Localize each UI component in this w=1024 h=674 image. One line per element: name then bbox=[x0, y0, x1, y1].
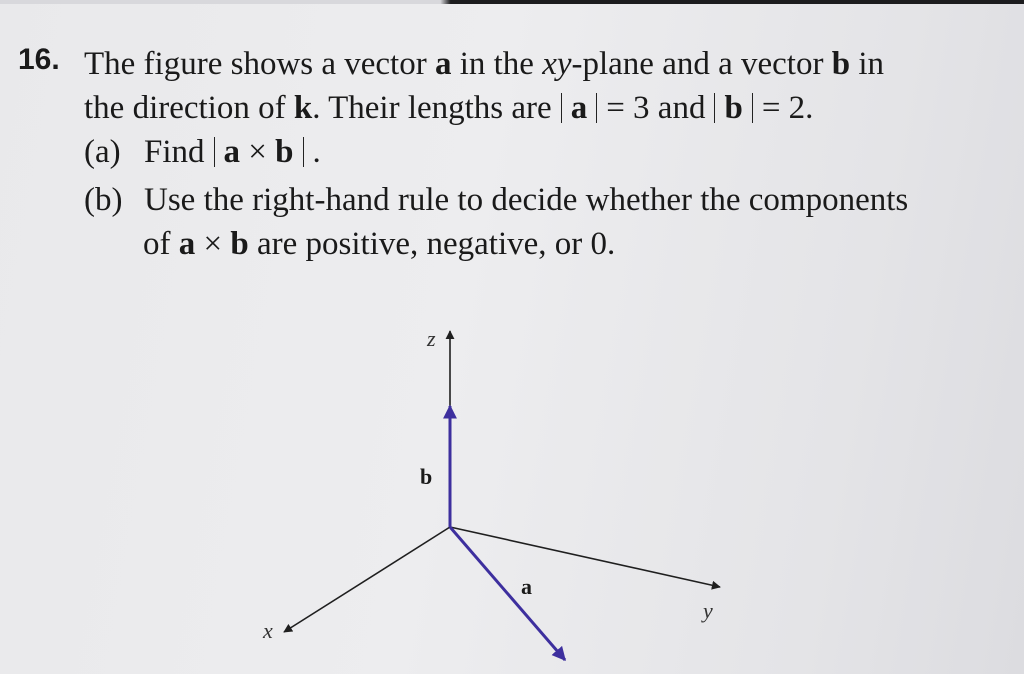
text: are positive, negative, or 0. bbox=[248, 226, 616, 262]
text: The figure shows a vector bbox=[84, 46, 435, 82]
text: in bbox=[850, 46, 884, 82]
vector-b-symbol: b bbox=[831, 46, 851, 82]
vector-b-label: b bbox=[420, 464, 433, 489]
cross-symbol: × bbox=[203, 226, 223, 262]
vector-a-symbol: a bbox=[223, 134, 241, 170]
vector-a-label: a bbox=[521, 574, 532, 599]
x-axis bbox=[284, 527, 450, 632]
vector-a-symbol: a bbox=[178, 226, 196, 262]
y-axis bbox=[450, 527, 720, 587]
text: Use the right-hand rule to decide whether the components bbox=[144, 182, 909, 218]
part-a-label: (a) bbox=[84, 134, 121, 170]
text: . Their lengths are bbox=[312, 90, 552, 126]
text: -plane and a vector bbox=[571, 46, 832, 82]
vector-b-symbol: b bbox=[275, 134, 294, 170]
text: . bbox=[312, 134, 321, 170]
text: the direction of bbox=[84, 90, 294, 126]
text: in the bbox=[451, 46, 543, 82]
z-axis-label: z bbox=[427, 326, 436, 351]
y-axis-label: y bbox=[703, 598, 713, 623]
cross-symbol: × bbox=[248, 134, 267, 170]
text: = 3 and bbox=[606, 90, 706, 126]
vector-b-symbol: b bbox=[724, 90, 743, 126]
vector-b-symbol: b bbox=[230, 226, 249, 262]
xy-symbol: xy bbox=[542, 46, 572, 82]
vector-a bbox=[450, 527, 565, 660]
x-axis-label: x bbox=[263, 618, 273, 643]
vector-a-symbol: a bbox=[570, 90, 588, 126]
text: Find bbox=[144, 134, 205, 170]
text: of bbox=[143, 226, 179, 262]
vector-a-symbol: a bbox=[434, 46, 452, 82]
text: = 2. bbox=[761, 90, 814, 126]
vector-k-symbol: k bbox=[293, 90, 313, 126]
part-b-label: (b) bbox=[84, 182, 123, 218]
problem-number: 16. bbox=[18, 43, 60, 76]
